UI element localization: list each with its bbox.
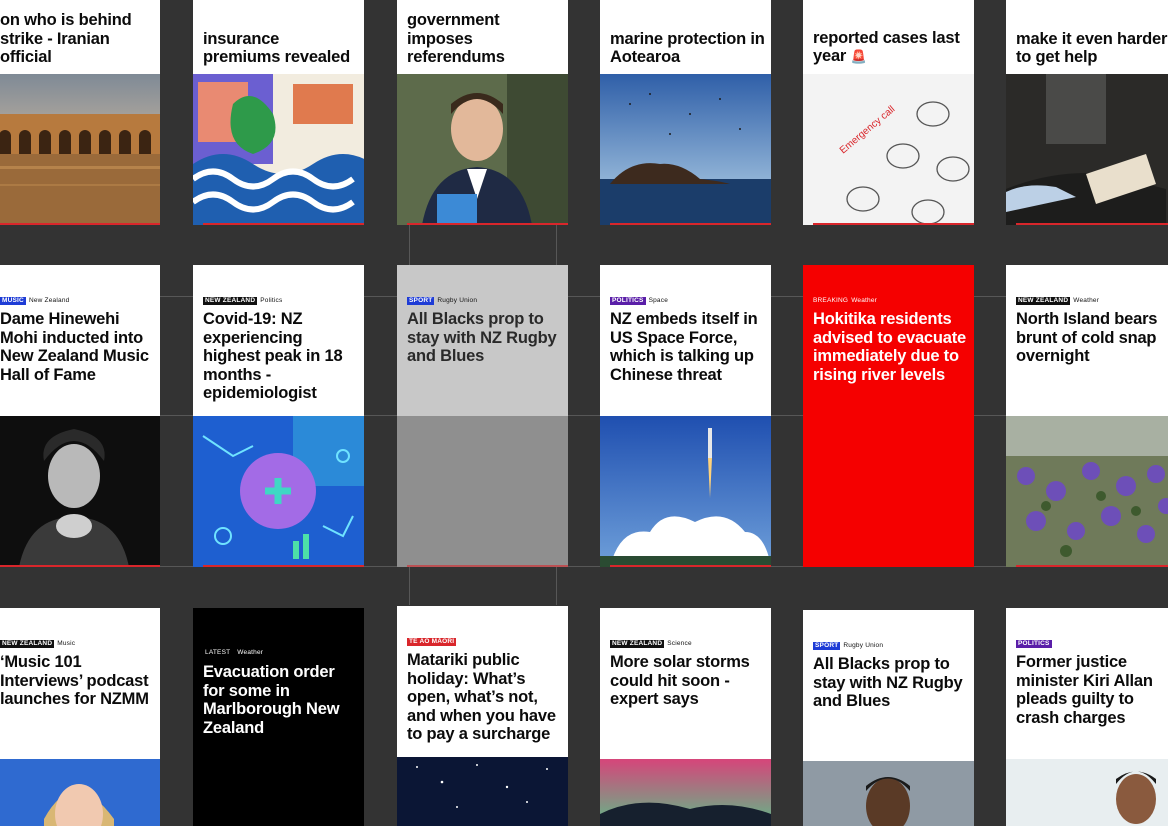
accent-bar bbox=[407, 223, 568, 226]
section-tag[interactable]: SPORT bbox=[409, 297, 433, 304]
headline: Covid-19: NZ experiencing highest peak in 18 months - epidemiologist bbox=[203, 310, 343, 403]
accent-bar bbox=[1016, 565, 1168, 568]
headline: government imposes referendums bbox=[407, 11, 505, 67]
accent-bar bbox=[813, 223, 974, 226]
island-photo bbox=[600, 74, 771, 225]
aurora-photo bbox=[600, 759, 771, 826]
accent-bar bbox=[407, 565, 568, 568]
minister-photo bbox=[1006, 759, 1168, 826]
news-card[interactable] bbox=[397, 606, 568, 826]
headline: North Island bears brunt of cold snap overnight bbox=[1016, 310, 1158, 366]
section-tag[interactable]: SPORT bbox=[815, 642, 839, 649]
svg-text:Emergency call: Emergency call bbox=[837, 103, 898, 157]
news-card[interactable] bbox=[803, 610, 974, 826]
woman-photo bbox=[0, 759, 160, 826]
headline: on who is behind strike - Iranian official bbox=[0, 11, 132, 67]
category-label[interactable]: New Zealand bbox=[28, 297, 70, 304]
portrait-photo bbox=[0, 416, 160, 567]
headline: Matariki public holiday: What’s open, what’s not, and when you have to pay a surcharge bbox=[407, 651, 556, 744]
accent-bar bbox=[203, 223, 364, 226]
guide-line bbox=[0, 296, 1168, 297]
news-card[interactable] bbox=[600, 0, 771, 225]
guide-line bbox=[0, 566, 1168, 567]
stars-photo bbox=[397, 757, 568, 826]
headline: Dame Hinewehi Mohi inducted into New Zealand Music Hall of Fame bbox=[0, 310, 149, 384]
virus-illustration bbox=[193, 416, 364, 567]
headline: make it even harder to get help bbox=[1016, 29, 1168, 67]
news-card[interactable] bbox=[1006, 608, 1168, 826]
breaking-news-card[interactable] bbox=[803, 265, 974, 567]
siren-icon: 🚨 bbox=[850, 49, 867, 65]
image-placeholder bbox=[397, 416, 568, 567]
news-card-dragging[interactable] bbox=[397, 265, 568, 567]
accent-bar bbox=[203, 565, 364, 568]
section-tag[interactable]: NEW ZEALAND bbox=[612, 640, 663, 647]
accent-bar bbox=[0, 565, 160, 568]
news-card[interactable] bbox=[1006, 265, 1168, 567]
category-label[interactable]: Weather bbox=[851, 297, 878, 304]
player-photo bbox=[803, 761, 974, 826]
news-card[interactable] bbox=[0, 265, 160, 567]
news-card[interactable] bbox=[600, 265, 771, 567]
flood-illustration bbox=[193, 74, 364, 225]
headline: ‘Music 101 Interviews’ podcast launches for NZMM bbox=[0, 653, 149, 709]
politician-photo bbox=[397, 74, 568, 225]
headline-text: reported cases last year bbox=[813, 28, 960, 66]
section-tag[interactable]: TE AO MĀORI bbox=[409, 638, 455, 645]
news-card[interactable] bbox=[193, 0, 364, 225]
accent-bar bbox=[610, 565, 771, 568]
headline: marine protection in Aotearoa bbox=[610, 29, 765, 67]
news-card[interactable] bbox=[397, 0, 568, 225]
category-label[interactable]: Weather bbox=[1073, 297, 1100, 304]
section-tag[interactable]: POLITICS bbox=[1018, 640, 1050, 647]
rocket-photo bbox=[600, 416, 771, 567]
headline: Former justice minister Kiri Allan pleads guilty to crash charges bbox=[1016, 653, 1153, 727]
category-label[interactable]: Science bbox=[667, 640, 692, 647]
flowers-photo bbox=[1006, 416, 1168, 567]
news-card[interactable] bbox=[600, 608, 771, 826]
writing-photo bbox=[1006, 74, 1168, 225]
section-tag[interactable]: NEW ZEALAND bbox=[1018, 297, 1069, 304]
headline: NZ embeds itself in US Space Force, which is talking up Chinese threat bbox=[610, 310, 758, 384]
section-tag[interactable]: LATEST bbox=[205, 649, 231, 656]
news-card[interactable] bbox=[803, 0, 974, 225]
headline: All Blacks prop to stay with NZ Rugby and Blues bbox=[407, 310, 557, 366]
section-tag[interactable]: NEW ZEALAND bbox=[205, 297, 256, 304]
accent-bar bbox=[0, 223, 160, 226]
news-card[interactable] bbox=[1006, 0, 1168, 225]
bridge-photo bbox=[0, 74, 160, 225]
category-label[interactable]: Politics bbox=[260, 297, 283, 304]
section-tag[interactable]: BREAKING bbox=[813, 297, 849, 304]
accent-bar bbox=[610, 223, 771, 226]
headline: Hokitika residents advised to evacuate immediately due to rising river levels bbox=[813, 310, 967, 384]
headline: Evacuation order for some in Marlborough New Zealand bbox=[203, 663, 340, 737]
headline: insurance premiums revealed bbox=[203, 29, 351, 67]
category-label[interactable]: Rugby Union bbox=[437, 297, 478, 304]
accent-bar bbox=[1016, 223, 1168, 226]
headline: More solar storms could hit soon - expert says bbox=[610, 653, 750, 709]
news-card[interactable] bbox=[193, 608, 364, 826]
guide-line bbox=[0, 415, 1168, 416]
news-card[interactable] bbox=[0, 608, 160, 826]
keypad-photo bbox=[803, 74, 974, 225]
category-label[interactable]: Space bbox=[648, 297, 669, 304]
category-label[interactable]: Weather bbox=[237, 649, 264, 656]
headline bbox=[813, 29, 968, 67]
news-card[interactable] bbox=[0, 0, 160, 225]
section-tag[interactable]: MUSIC bbox=[2, 297, 24, 304]
headline: All Blacks prop to stay with NZ Rugby and Blues bbox=[813, 655, 963, 711]
news-card[interactable] bbox=[193, 265, 364, 567]
category-label[interactable]: Music bbox=[57, 640, 76, 647]
category-label[interactable]: Rugby Union bbox=[843, 642, 884, 649]
section-tag[interactable]: NEW ZEALAND bbox=[2, 640, 53, 647]
section-tag[interactable]: POLITICS bbox=[612, 297, 644, 304]
